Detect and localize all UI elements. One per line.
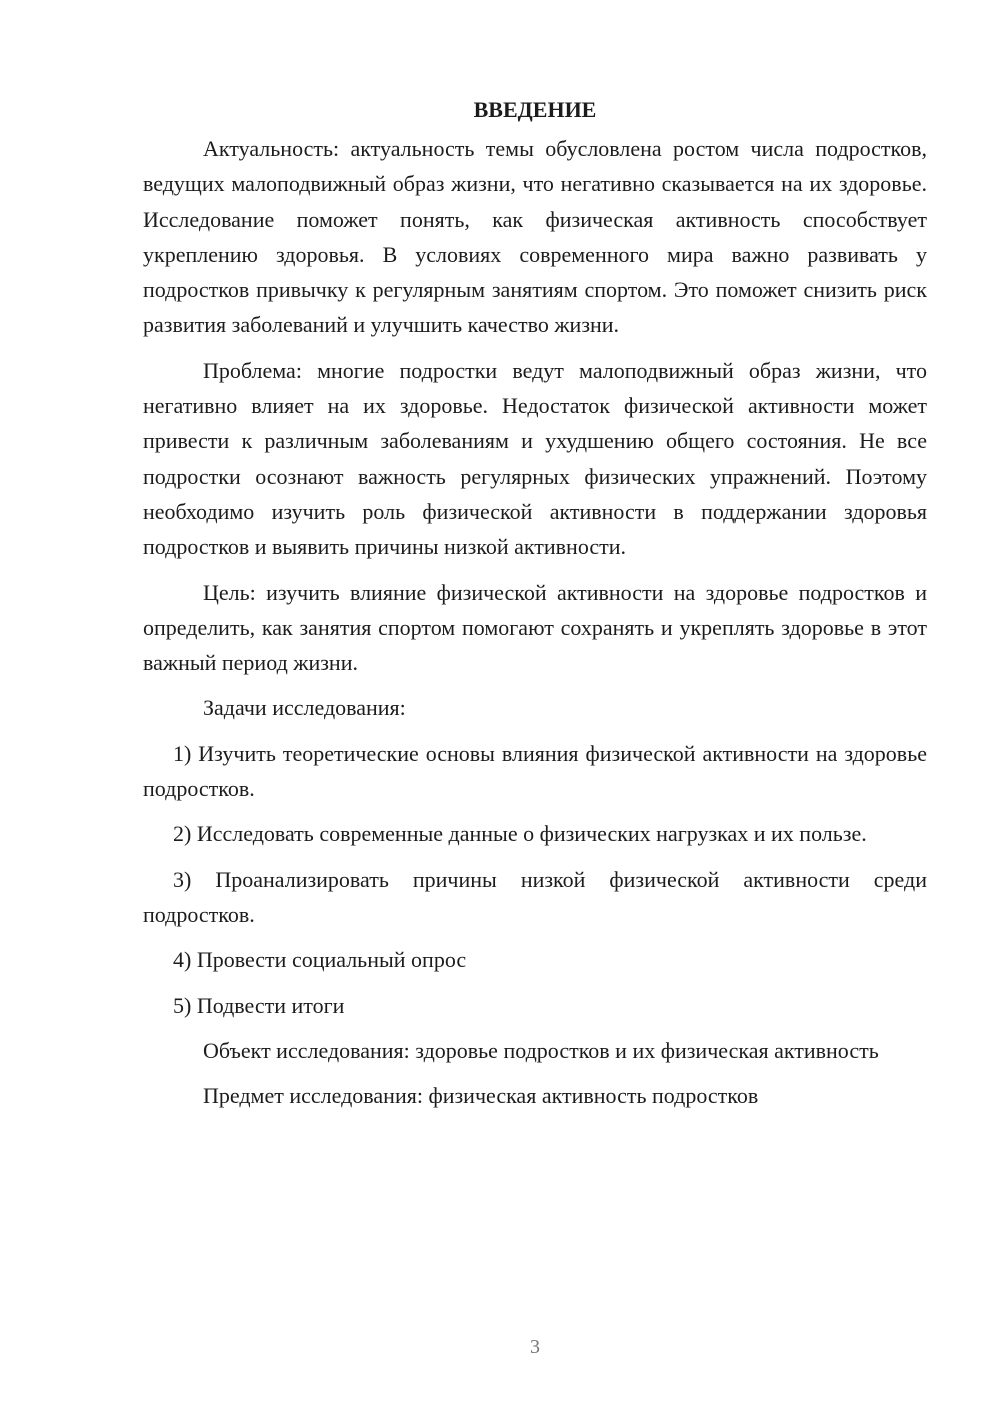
goal-paragraph: Цель: изучить влияние физической активности на здоровье подростков и определить, как занятия спортом помогают сохранять и укреплять здоровье в этот важный период жизни. [143, 579, 927, 676]
tasks-heading: Задачи исследования: [203, 695, 406, 721]
task-item-3: 3) Проанализировать причины низкой физической активности среди подростков. [143, 866, 927, 927]
document-page [143, 92, 927, 1123]
problem-paragraph: Проблема: многие подростки ведут малоподвижный образ жизни, что негативно влияет на их здоровье. Недостаток физической активности может привести к различным заболеваниям и ухудшению общего состояния. Не все подростки осознают важность регулярных физических упражнений. Поэтому необходимо изучить роль физической активности в поддержании здоровья подростков и выявить причины низкой активности. [143, 357, 927, 560]
task-item-5: 5) Подвести итоги [173, 992, 345, 1018]
task-item-2: 2) Исследовать современные данные о физических нагрузках и их пользе. [173, 821, 867, 847]
section-title: ВВЕДЕНИЕ [473, 97, 597, 122]
object-paragraph: Объект исследования: здоровье подростков и их физическая активность [203, 1037, 879, 1063]
relevance-paragraph: Актуальность: актуальность темы обусловлена ростом числа подростков, ведущих малоподвижный образ жизни, что негативно сказывается на их здоровье. Исследование поможет понять, как физическая активность способствует укреплению здоровья. В условиях современного мира важно развивать у подростков привычку к регулярным занятиям спортом. Это поможет снизить риск развития заболеваний и улучшить качество жизни. [143, 136, 927, 338]
page-number: 3 [530, 1336, 540, 1358]
task-item-4: 4) Провести социальный опрос [173, 947, 467, 973]
subject-paragraph: Предмет исследования: физическая активность подростков [203, 1083, 759, 1109]
task-item-1: 1) Изучить теоретические основы влияния физической активности на здоровье подростков. [143, 740, 927, 802]
